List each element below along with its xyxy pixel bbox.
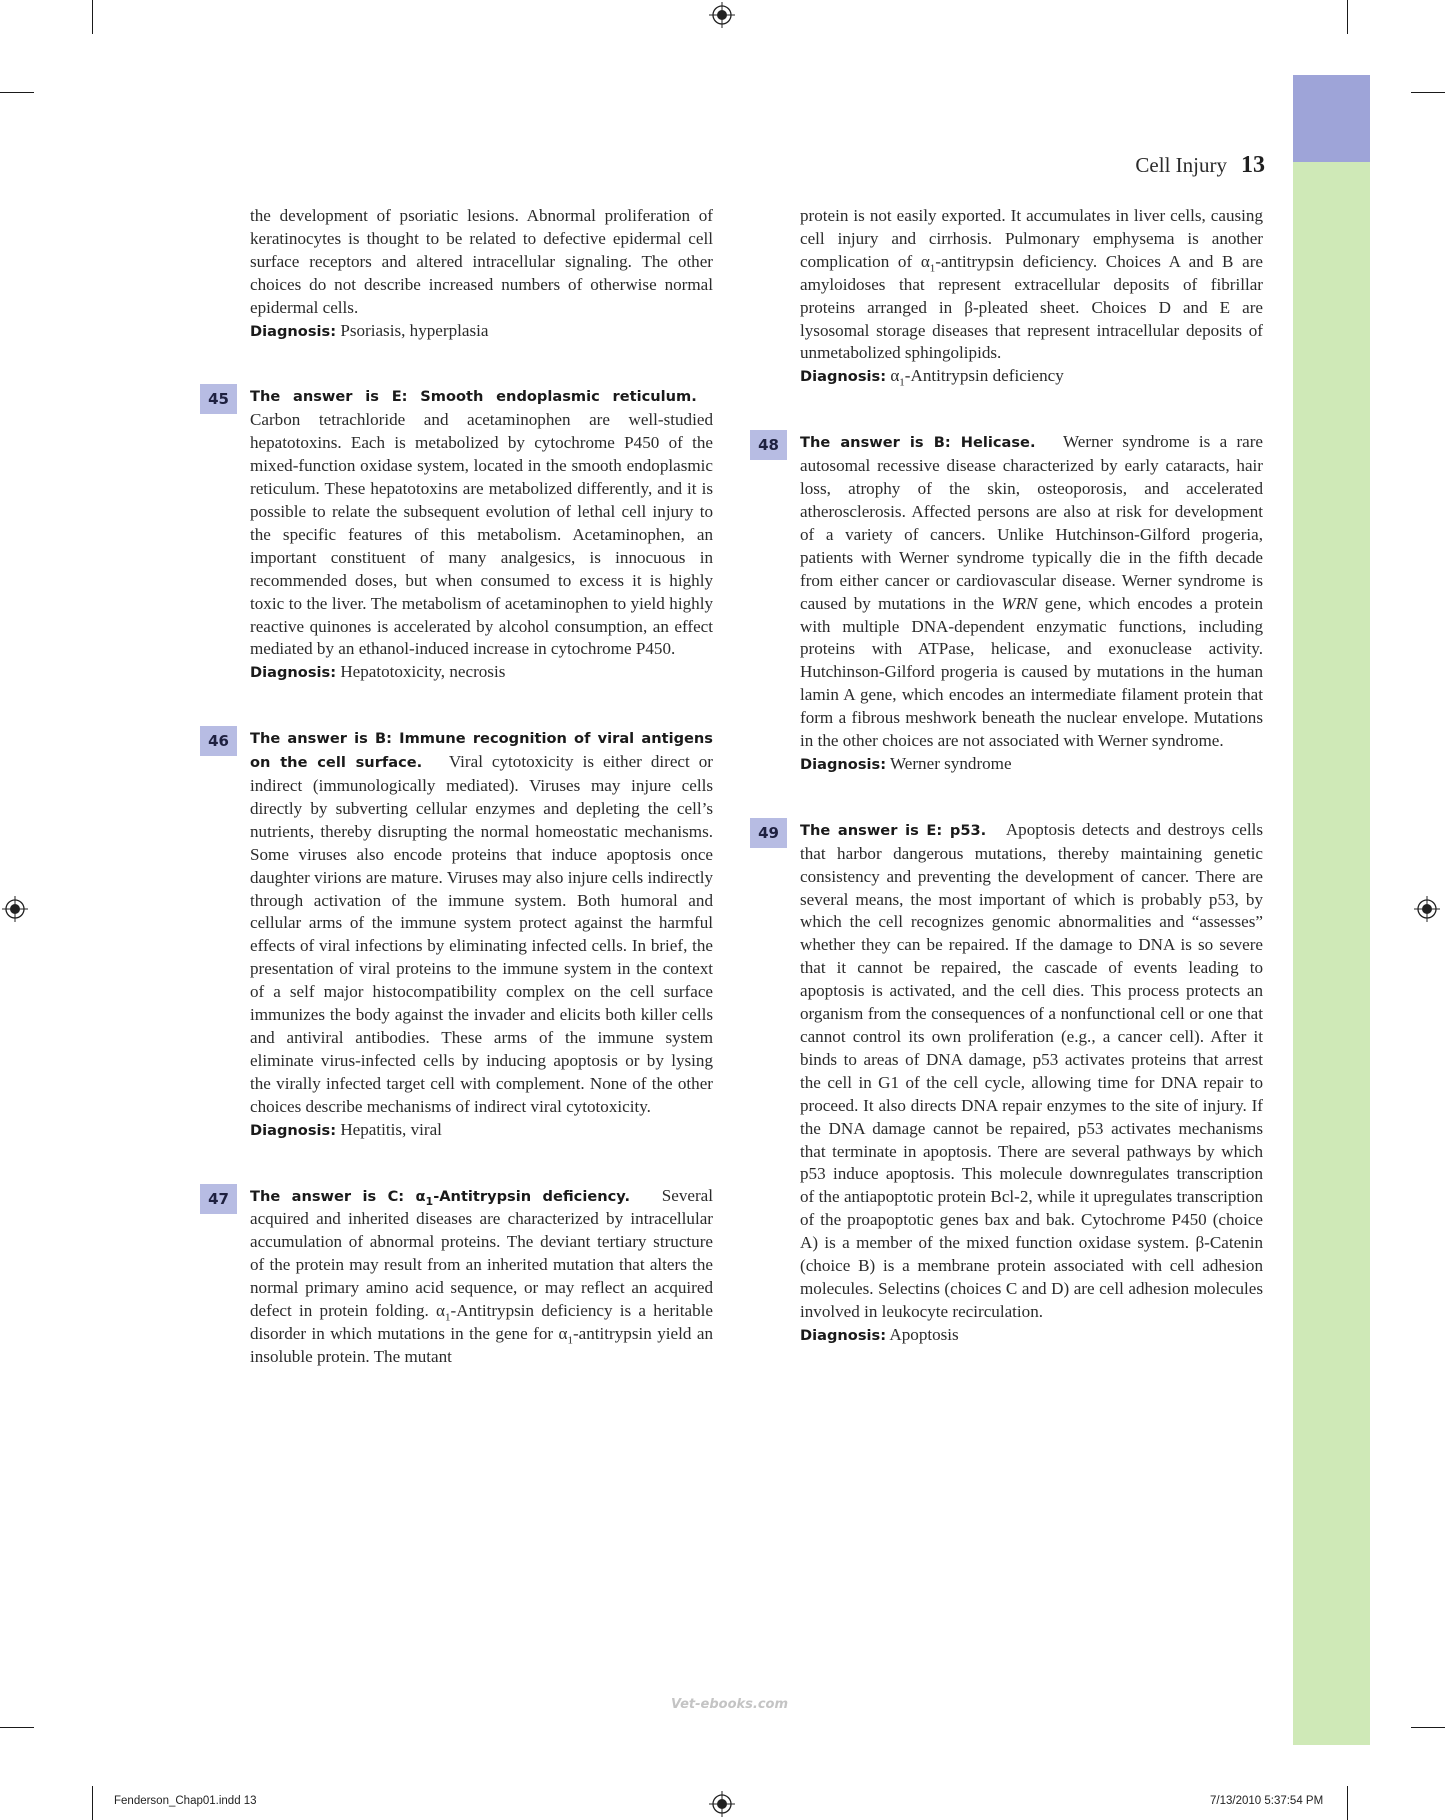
subscript: 1: [899, 376, 905, 389]
diagnosis-label: Diagnosis:: [250, 664, 337, 682]
crop-mark: [1411, 92, 1445, 93]
watermark: Vet-ebooks.com: [671, 1697, 789, 1712]
answer-body: Apoptosis detects and destroys cells that harbor dangerous mutations, thereby maintaining genetic consistency and preventing the development of cancer. There are several means, the most important of which is probably p53, by which the cell recognizes genomic abnormalities and “assesses” whether they can be repaired. If the damage to DNA is so severe that it cannot be repaired, the cascade of events leading to apoptosis is activated, and the cell dies. This process protects an organism from the consequences of a nonfunctional cell or one that cannot control its own proliferation (e.g., a cancer cell). After it binds to areas of DNA damage, p53 activates proteins that arrest the cell in G1 of the cell cycle, allowing time for DNA repair to proceed. It also directs DNA repair enzymes to the site of injury. If the DNA damage cannot be repaired, p53 activates mechanisms that terminate in apoptosis. There are several pathways by which p53 induce apoptosis. This molecule downregulates transcription of the antiapoptotic protein Bcl-2, while it upregulates transcription of the proapoptotic genes bax and bak. Cytochrome P450 (choice A) is a member of the mixed function oxidase system. β-Catenin (choice B) is a membrane protein associated with cell adhesion molecules. Selectins (choices C and D) are cell adhesion molecules involved in leukocyte recirculation.: [800, 819, 1263, 1321]
registration-mark-icon: [709, 2, 735, 28]
crop-mark: [92, 1786, 93, 1820]
diagnosis-line: [800, 753, 1263, 777]
answer-paragraph: [250, 385, 713, 661]
diagnosis-line: [800, 365, 1263, 389]
answer-heading: The answer is B: Helicase.: [800, 434, 1036, 452]
answer-paragraph: [800, 819, 1263, 1324]
answer-body: Viral cytotoxicity is either direct or indirect (immunologically mediated). Viruses may injure cells directly by subverting cellular enzymes and depleting the cell’s nutrients, thereby disrupting the normal homeostatic mechanisms. Some viruses also encode proteins that induce apoptosis once daughter virions are mature. Viruses may also injure cells indirectly through activation of the immune system. Both humoral and cellular arms of the immune system protect against the harmful effects of viral infections by eliminating infected cells. In brief, the presentation of viral proteins to the immune system in the context of a self major histocompatibility complex on the cell surface immunizes the body against the invader and elicits both killer cells and antiviral antibodies. These arms of the immune system eliminate virus-infected cells by inducing apoptosis or by lysing the virally infected target cell with complement. None of the other choices describe mechanisms of indirect viral cytotoxicity.: [250, 752, 713, 1116]
answer-body: Carbon tetrachloride and acetaminophen are well-studied hepatotoxins. Each is metabolized by cytochrome P450 of the mixed-function oxidase system, located in the smooth endoplasmic reticulum. These hepatotoxins are metabolized differently, and it is possible to relate the subsequent evolution of lethal cell injury to the specific features of this metabolism. Acetaminophen, an important constituent of many analgesics, is innocuous in recommended doses, but when consumed to excess it is highly toxic to the liver. The metabolism of acetaminophen to yield highly reactive quinones is accelerated by alcohol consumption, an effect mediated by an ethanol-induced increase in cytochrome P450.: [250, 410, 713, 659]
question-number-badge: 46: [200, 726, 237, 756]
diagnosis-value: Psoriasis, hyperplasia: [336, 320, 489, 340]
subscript: 1: [567, 1334, 573, 1347]
diagnosis-label: Diagnosis:: [800, 368, 887, 386]
answer-heading-part: -Antitrypsin deficiency.: [433, 1187, 630, 1205]
paragraph-part: protein is not easily exported. It accumulates in liver cells, causing cell injury and cirrhosis. Pulmonary emphysema is another complication of α: [800, 206, 1263, 271]
diagnosis-line: [250, 1119, 713, 1143]
answer-body: -Antitrypsin deficiency is a heritable disorder in which mutations in the gene for α: [250, 1301, 714, 1343]
crop-mark: [0, 1727, 34, 1728]
registration-mark-icon: [2, 896, 28, 922]
answer-body: gene, which encodes a protein with multiple DNA-dependent enzymatic functions, including proteins with ATPase, helicase, and exonuclease activity. Hutchinson-Gilford progeria is caused by mutations in the human lamin A gene, which encodes an intermediate filament protein that form a fibrous meshwork beneath the nuclear envelope. Mutations in the other choices are not associated with Werner syndrome.: [800, 593, 1264, 751]
diagnosis-value: Hepatotoxicity, necrosis: [336, 662, 506, 682]
diagnosis-value: Werner syndrome: [886, 753, 1012, 773]
question-45: [208, 385, 713, 685]
crop-mark: [92, 0, 93, 34]
running-head: [1060, 152, 1265, 179]
answer-heading: The answer is E: p53.: [800, 821, 987, 839]
subscript: 1: [445, 1311, 451, 1324]
diagnosis-value: -Antitrypsin deficiency: [904, 366, 1064, 386]
diagnosis-label: Diagnosis:: [800, 755, 887, 773]
diagnosis-label: Diagnosis:: [250, 1121, 337, 1139]
left-column: [208, 205, 714, 1369]
page-number: 13: [1241, 152, 1265, 178]
crop-mark: [0, 92, 34, 93]
crop-mark: [1347, 1786, 1348, 1820]
question-49: [758, 819, 1263, 1348]
question-number-badge: 48: [750, 430, 787, 460]
answer-heading: The answer is B: Immune recognition of viral antigens on the cell surface.: [250, 730, 713, 772]
registration-mark-icon: [709, 1791, 735, 1817]
subscript: 1: [929, 262, 936, 275]
question-48: [758, 431, 1264, 777]
answer-body: Several acquired and inherited diseases are characterized by intracellular accumulation of abnormal proteins. The deviant tertiary structure of the protein may result from an inherited mutation that alters the normal primary amino acid sequence, or may reflect an acquired defect in protein folding. α: [250, 1185, 713, 1321]
question-number-badge: 47: [200, 1184, 237, 1214]
chapter-tab-green: [1293, 162, 1370, 1745]
answer-paragraph: [250, 727, 713, 1118]
answer-heading: [250, 1187, 630, 1208]
crop-mark: [1347, 0, 1348, 34]
right-column: [758, 205, 1264, 1348]
question-number-badge: 49: [750, 818, 787, 848]
footer-timestamp: 7/13/2010 5:37:54 PM: [1210, 1795, 1324, 1807]
diagnosis-label: Diagnosis:: [250, 322, 337, 340]
chapter-tab-purple: [1293, 75, 1370, 162]
subscript: 1: [425, 1194, 434, 1208]
diagnosis-line: [800, 1324, 1263, 1348]
answer-paragraph: [250, 1185, 713, 1369]
diagnosis-line: [250, 661, 713, 685]
diagnosis-value: Apoptosis: [886, 1324, 959, 1344]
answer-body: -antitrypsin yield an insoluble protein. The mutant: [250, 1323, 713, 1366]
answer-paragraph: [800, 431, 1263, 753]
question-46: [208, 727, 713, 1142]
question-47: [208, 1185, 714, 1369]
diagnosis-line: [250, 320, 713, 344]
answer-body: Werner syndrome is a rare autosomal recessive disease characterized by early cataracts, hair loss, atrophy of the skin, osteoporosis, and accelerated atherosclerosis. Affected persons are also at risk for development of a variety of cancers. Unlike Hutchinson-Gilford progeria, patients with Werner syndrome typically die in the fifth decade from either cancer or cardiovascular disease. Werner syndrome is caused by mutations in the: [800, 432, 1264, 613]
diagnosis-value: Hepatitis, viral: [336, 1119, 442, 1139]
paragraph-part: -antitrypsin deficiency. Choices A and B are amyloidoses that represent extracellular deposits of fibrillar proteins arranged in β-pleated sheet. Choices D and E are lysosomal storage diseases that represent intracellular deposits of unmetabolized sphingolipids.: [800, 251, 1263, 363]
footer-file-info: Fenderson_Chap01.indd 13: [114, 1795, 257, 1807]
question-number-badge: 45: [200, 384, 237, 414]
registration-mark-icon: [1414, 896, 1440, 922]
gene-name: WRN: [1001, 593, 1038, 613]
answer-heading: The answer is E: Smooth endoplasmic reticulum.: [250, 388, 697, 406]
diagnosis-value: α: [886, 366, 900, 386]
crop-mark: [1411, 1727, 1445, 1728]
diagnosis-label: Diagnosis:: [800, 1326, 887, 1344]
paragraph: the development of psoriatic lesions. Abnormal proliferation of keratinocytes is thought to be related to defective epidermal cell surface receptors and altered intracellular signaling. The other choices do not describe increased numbers of otherwise normal epidermal cells.: [250, 206, 713, 317]
answer-heading-part: The answer is C: α: [250, 1187, 426, 1205]
paragraph: [800, 205, 1263, 365]
running-title: Cell Injury: [1135, 153, 1227, 177]
